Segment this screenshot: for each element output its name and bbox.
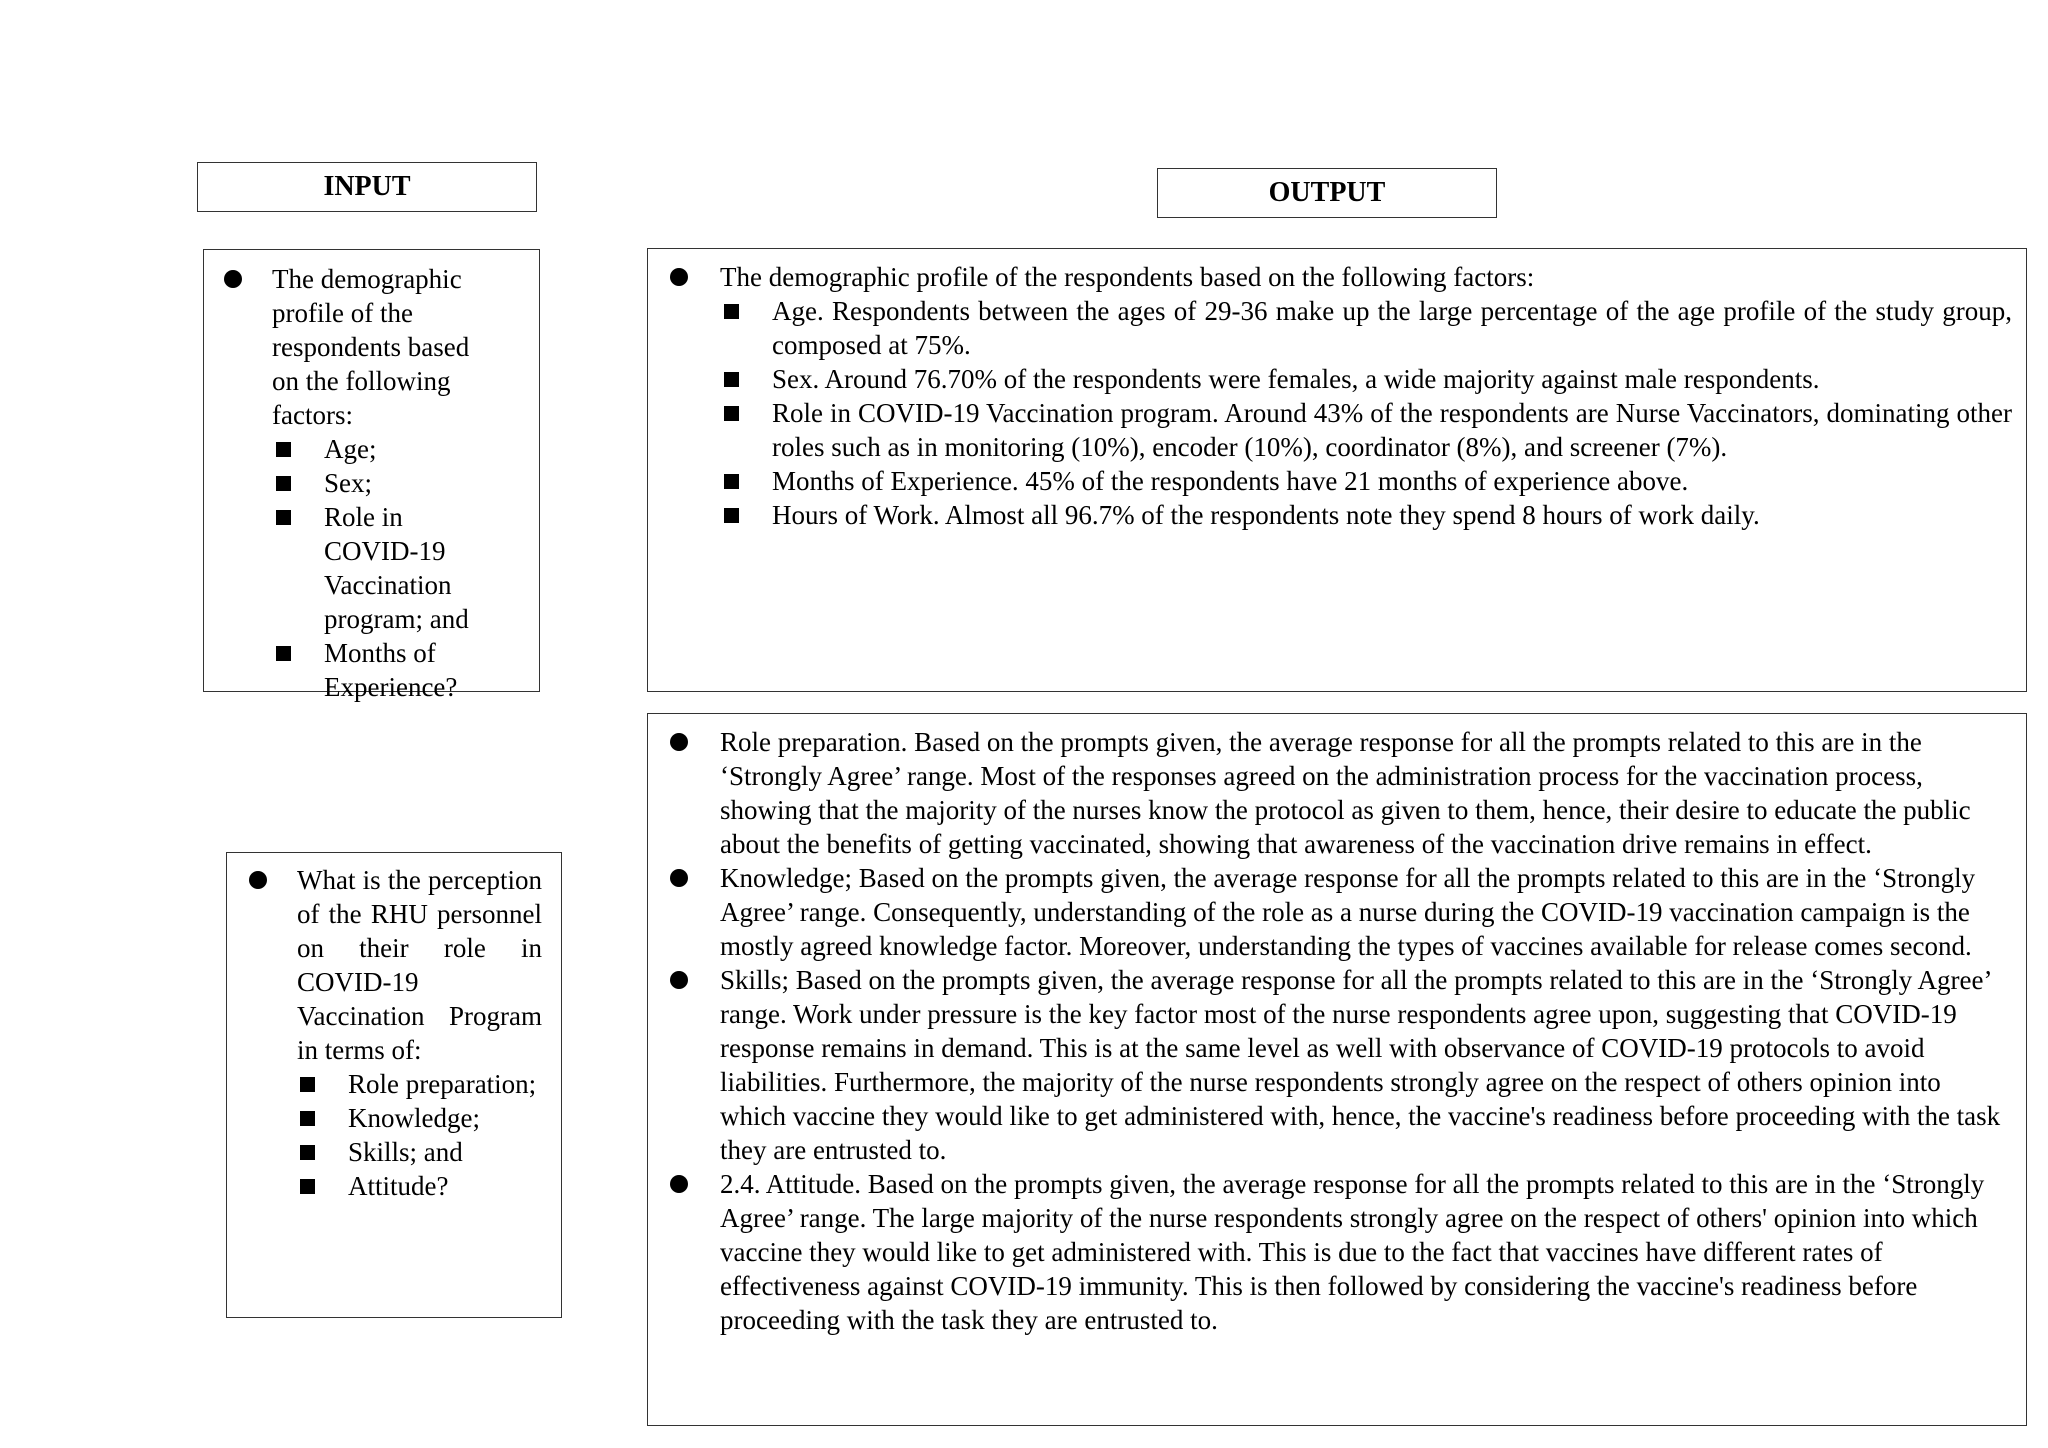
output-demographics-text: The demographic profile of the respondents based on the following factors: <box>720 262 1535 292</box>
input-demographics-item <box>272 262 502 704</box>
list-item <box>348 1169 542 1203</box>
list-item <box>324 466 502 500</box>
input-header <box>197 162 537 212</box>
bullet-square-icon <box>276 510 291 525</box>
bullet-square-icon <box>724 304 739 319</box>
list-item-text: Skills; and <box>348 1137 463 1167</box>
list-item <box>324 432 502 466</box>
list-item-text: Sex. Around 76.70% of the respondents were females, a wide majority against male respondents. <box>772 364 1820 394</box>
input-header-label: INPUT <box>323 171 411 202</box>
bullet-dot-icon <box>224 270 242 288</box>
list-item <box>772 498 2012 532</box>
output-box-perception <box>647 713 2027 1426</box>
bullet-square-icon <box>300 1145 315 1160</box>
list-item <box>324 500 502 636</box>
bullet-dot-icon <box>249 871 267 889</box>
bullet-dot-icon <box>670 1175 688 1193</box>
bullet-dot-icon <box>670 268 688 286</box>
list-item <box>772 464 2012 498</box>
input-demographics-text: The demographic profile of the respondents based on the following factors: <box>272 264 470 430</box>
bullet-square-icon <box>276 646 291 661</box>
input-perception-text: What is the perception of the RHU personnel on their role in COVID-19 Vaccination Program in terms of: <box>297 865 542 1065</box>
list-item-text: Role in COVID-19 Vaccination program; and <box>324 502 469 634</box>
bullet-square-icon <box>300 1111 315 1126</box>
output-skills-item <box>720 963 2012 1167</box>
list-item-text: Skills; Based on the prompts given, the average response for all the prompts related to this are in the ‘Strongly Agree’ range. Work under pressure is the key factor most of the nurse respondents agree upon, suggesting that COVID-19 response remains in demand. This is at the same level as well with observance of COVID-19 protocols to avoid liabilities. Furthermore, the majority of the nurse respondents strongly agree on the respect of others opinion into which vaccine they would like to get administered with, hence, the vaccine's readiness before proceeding with the task they are entrusted to. <box>720 965 2001 1165</box>
bullet-dot-icon <box>670 733 688 751</box>
output-box-demographics <box>647 248 2027 692</box>
list-item-text: Attitude? <box>348 1171 449 1201</box>
list-item-text: Age; <box>324 434 377 464</box>
bullet-square-icon <box>724 474 739 489</box>
list-item-text: Months of Experience. 45% of the respondents have 21 months of experience above. <box>772 466 1689 496</box>
list-item-text: Role preparation; <box>348 1069 537 1099</box>
bullet-square-icon <box>300 1179 315 1194</box>
list-item <box>324 636 502 704</box>
input-perception-item <box>297 863 542 1203</box>
bullet-square-icon <box>300 1077 315 1092</box>
bullet-square-icon <box>276 442 291 457</box>
output-role-preparation-item <box>720 725 2012 861</box>
bullet-dot-icon <box>670 869 688 887</box>
bullet-square-icon <box>724 508 739 523</box>
list-item <box>348 1101 542 1135</box>
list-item <box>772 362 2012 396</box>
input-box-demographics <box>203 249 540 702</box>
bullet-square-icon <box>724 372 739 387</box>
list-item-text: Role preparation. Based on the prompts given, the average response for all the prompts related to this are in the ‘Strongly Agree’ range. Most of the responses agreed on the administration process for the vaccination process, showing that the majority of the nurses know the protocol as given to them, hence, their desire to educate the public about the benefits of getting vaccinated, showing that awareness of the vaccination drive remains in effect. <box>720 727 1971 859</box>
list-item-text: Role in COVID-19 Vaccination program. Around 43% of the respondents are Nurse Vaccinators, dominating other roles such as in monitoring (10%), encoder (10%), coordinator (8%), and screener (7%). <box>772 398 2012 462</box>
output-knowledge-item <box>720 861 2012 963</box>
output-header <box>1157 168 1497 218</box>
list-item <box>348 1067 542 1101</box>
list-item-text: Age. Respondents between the ages of 29-36 make up the large percentage of the age profile of the study group, composed at 75%. <box>772 296 2012 360</box>
list-item <box>772 396 2012 464</box>
bullet-square-icon <box>276 476 291 491</box>
list-item-text: Knowledge; Based on the prompts given, the average response for all the prompts related to this are in the ‘Strongly Agree’ range. Consequently, understanding of the role as a nurse during the COVID-19 vaccination campaign is the mostly agreed knowledge factor. Moreover, understanding the types of vaccines available for release comes second. <box>720 863 1976 961</box>
output-demographics-item <box>720 260 2012 532</box>
list-item <box>348 1135 542 1169</box>
input-box-perception <box>226 852 562 1318</box>
output-attitude-item <box>720 1167 2012 1337</box>
bullet-square-icon <box>724 406 739 421</box>
list-item-text: Hours of Work. Almost all 96.7% of the respondents note they spend 8 hours of work daily. <box>772 500 1760 530</box>
list-item-text: Knowledge; <box>348 1103 480 1133</box>
list-item <box>772 294 2012 362</box>
bullet-dot-icon <box>670 971 688 989</box>
list-item-text: Sex; <box>324 468 373 498</box>
output-header-label: OUTPUT <box>1268 177 1386 208</box>
list-item-text: 2.4. Attitude. Based on the prompts given, the average response for all the prompts related to this are in the ‘Strongly Agree’ range. The large majority of the nurse respondents strongly agree on the respect of others' opinion into which vaccine they would like to get administered with. This is due to the fact that vaccines have different rates of effectiveness against COVID-19 immunity. This is then followed by considering the vaccine's readiness before proceeding with the task they are entrusted to. <box>720 1169 1985 1335</box>
list-item-text: Months of Experience? <box>324 638 458 702</box>
